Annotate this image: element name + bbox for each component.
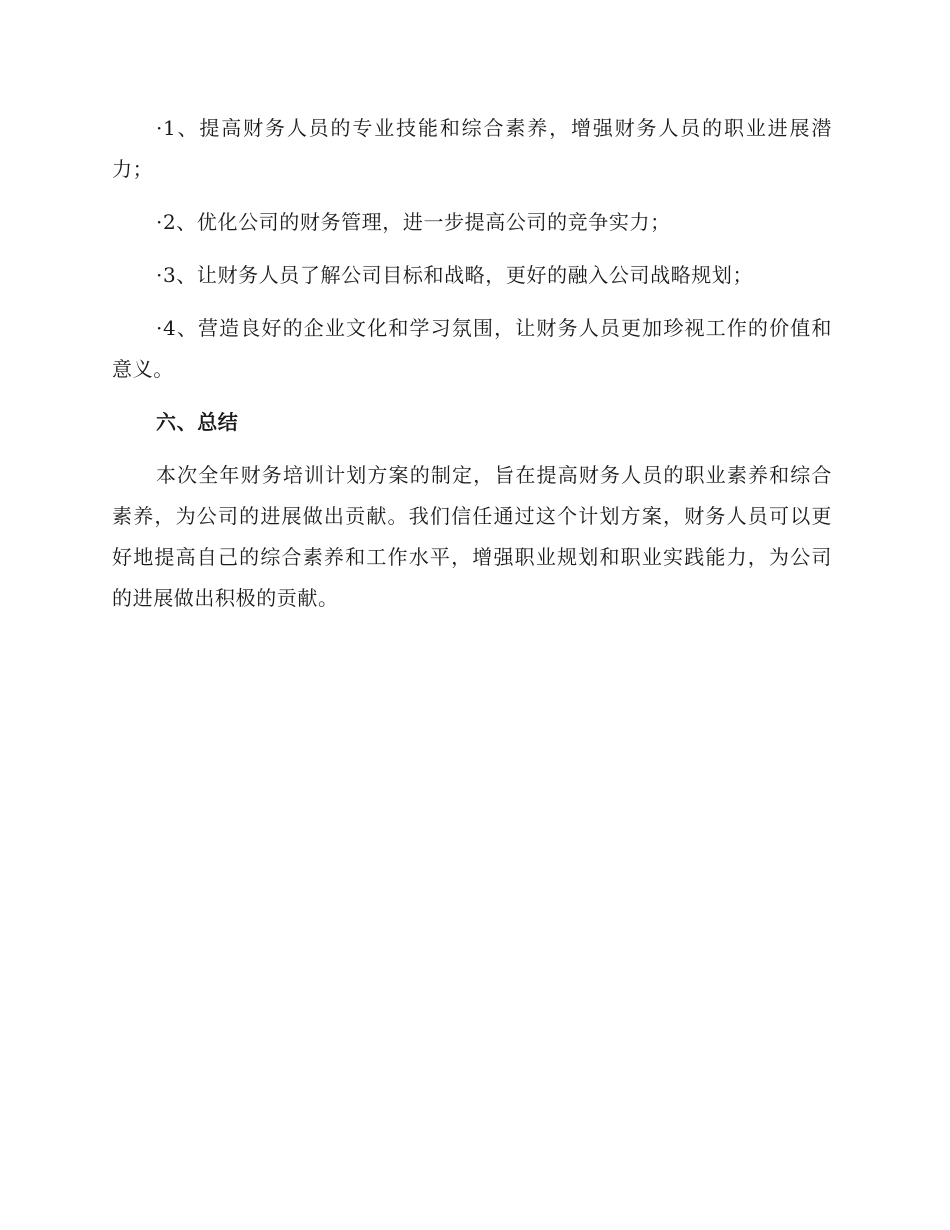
list-item-4: ·4、营造良好的企业文化和学习氛围，让财务人员更加珍视工作的价值和意义。 xyxy=(112,316,832,381)
list-item-2: ·2、优化公司的财务管理，进一步提高公司的竞争实力； xyxy=(156,210,671,234)
section-heading-summary: 六、总结 xyxy=(156,410,239,434)
list-item-1: ·1、提高财务人员的专业技能和综合素养，增强财务人员的职业进展潜力； xyxy=(112,116,832,181)
document-body xyxy=(112,108,832,619)
list-item-3: ·3、让财务人员了解公司目标和战略，更好的融入公司战略规划； xyxy=(156,263,754,287)
summary-paragraph: 本次全年财务培训计划方案的制定，旨在提高财务人员的职业素养和综合素养，为公司的进展做出贡献。我们信任通过这个计划方案，财务人员可以更好地提高自己的综合素养和工作水平，增强职业规划和职业实践能力，为公司的进展做出积极的贡献。 xyxy=(112,463,832,610)
